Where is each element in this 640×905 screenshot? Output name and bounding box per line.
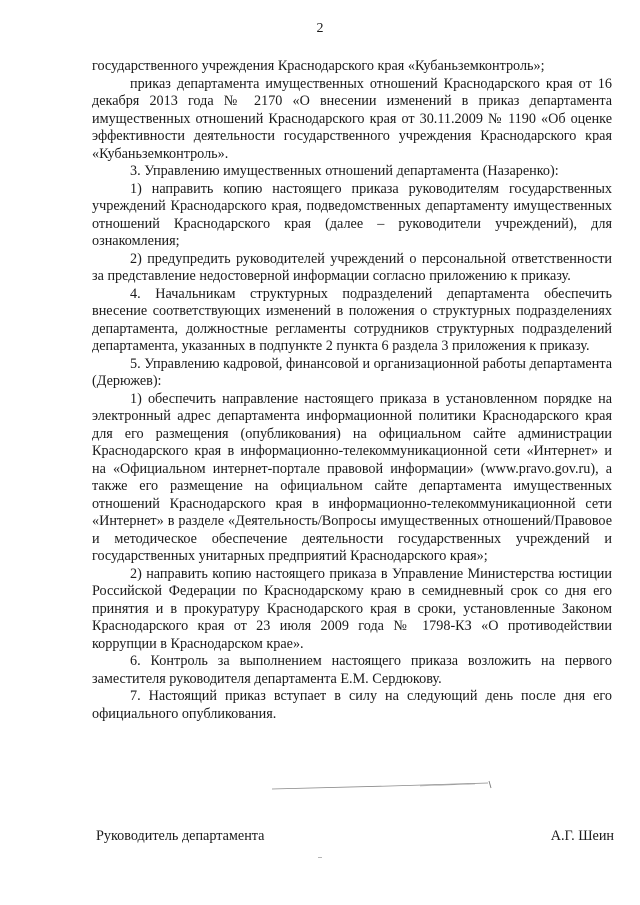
signature-name: А.Г. Шеин xyxy=(550,828,614,844)
paragraph-item-3: 3. Управлению имущественных отношений департамента (Назаренко): xyxy=(130,163,559,179)
document-body xyxy=(92,58,612,723)
paragraph-item-3-1: 1) направить копию настоящего приказа руководителям государственных учреждений Краснодарского края, подведомственных департаменту имущественных отношений Краснодарского края (далее – руководители учреждений), для ознакомления; xyxy=(92,180,612,249)
paragraph-item-7: 7. Настоящий приказ вступает в силу на следующий день после дня его официального опубликования. xyxy=(92,688,612,722)
paragraph-continuation: государственного учреждения Краснодарского края «Кубаньземконтроль»; xyxy=(92,58,545,74)
paragraph-item-5: 5. Управлению кадровой, финансовой и организационной работы департамента (Дерюжев): xyxy=(92,355,612,389)
page-number: 2 xyxy=(316,21,324,36)
paragraph-order-2170: приказ департамента имущественных отношений Краснодарского края от 16 декабря 2013 года № 2170 «О внесении изменений в приказ департамента имущественных отношений Краснодарского края от 30.11.2009 № 1190 «Об оценке эффективности деятельности государственного учреждения Краснодарского края «Кубаньземконтроль». xyxy=(92,75,612,162)
handwritten-underline-mark xyxy=(270,780,500,794)
paragraph-item-6: 6. Контроль за выполнением настоящего приказа возложить на первого заместителя руководителя департамента Е.М. Сердюкову. xyxy=(92,653,612,687)
paragraph-item-5-1: 1) обеспечить направление настоящего приказа в установленном порядке на электронный адрес департамента информационной политики Краснодарского края для его размещения (опубликования) на официальном сайте администрации Краснодарского края в информационно-телекоммуникационной сети «Интернет» и на «Официальном интернет-портале правовой информации» (www.pravo.gov.ru), а также его размещение на официальном сайте департамента имущественных отношений Краснодарского края в информационно-телекоммуникационной сети «Интернет» в разделе «Деятельность/Вопросы имущественных отношений/Правовое и методическое обеспечение деятельности государственных учреждений и государственных унитарных предприятий Краснодарского края»; xyxy=(92,390,612,564)
paragraph-item-5-2: 2) направить копию настоящего приказа в Управление Министерства юстиции Российской Федерации по Краснодарскому краю в семидневный срок со дня его принятия и в прокуратуру Краснодарского края в сроки, установленные Законом Краснодарского края от 23 июля 2009 года № 1798-КЗ «О противодействии коррупции в Краснодарском крае». xyxy=(92,565,612,652)
scan-dot xyxy=(318,857,322,858)
paragraph-item-3-2: 2) предупредить руководителей учреждений о персональной ответственности за представление недостоверной информации согласно приложению к приказу. xyxy=(92,250,612,284)
paragraph-item-4: 4. Начальникам структурных подразделений департамента обеспечить внесение соответствующих изменений в положения о структурных подразделениях департамента, должностные регламенты сотрудников структурных подразделений департамента, указанных в подпункте 2 пункта 6 раздела 3 приложения к приказу. xyxy=(92,285,612,354)
signature-role: Руководитель департамента xyxy=(96,828,265,844)
scan-artifact xyxy=(0,851,640,865)
